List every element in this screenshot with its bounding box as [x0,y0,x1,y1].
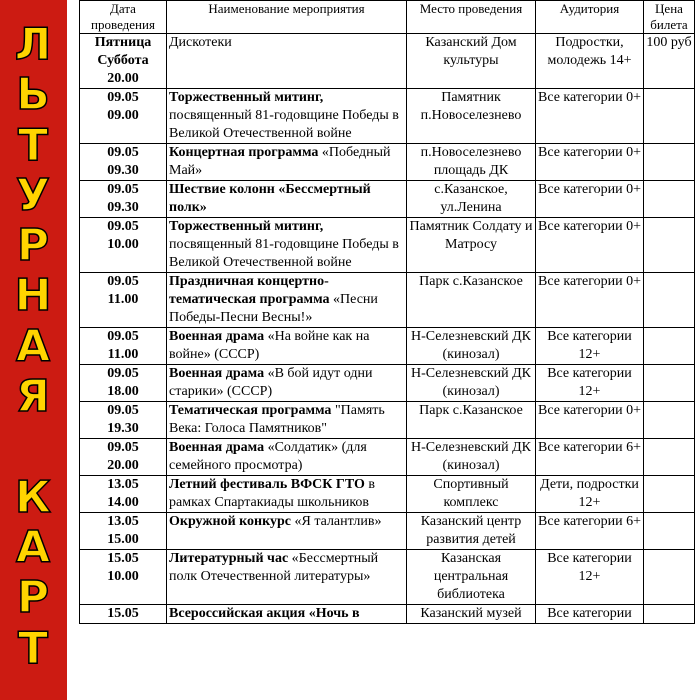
header-place: Место проведения [407,1,536,34]
cell-date [80,550,167,605]
cell-date [80,365,167,402]
cell-place: Н-Селезневский ДК (кинозал) [407,439,536,476]
cell-event-name [167,218,407,273]
cell-date [80,218,167,273]
event-name-text: «Победный Май» [169,145,391,178]
cell-date [80,476,167,513]
banner-letter: Ь [16,69,50,121]
date-line: 09.30 [107,163,139,178]
banner-letters [7,20,59,674]
events-table [79,0,695,624]
table-row [80,402,695,439]
event-name-text: «В бой идут одни старики» (СССР) [169,366,373,399]
cell-audience: Все категории 0+ [536,144,644,181]
cell-event-name [167,89,407,144]
date-line: 11.00 [107,292,139,307]
cell-date [80,89,167,144]
cell-place: Спортивный комплекс [407,476,536,513]
date-line: 15.05 [107,606,139,621]
cell-audience: Все категории 6+ [536,513,644,550]
cell-place: Парк с.Казанское [407,273,536,328]
cell-date [80,328,167,365]
date-line: 19.30 [107,421,139,436]
event-name-bold: Военная драма [169,440,265,455]
cell-event-name [167,513,407,550]
cell-place: Казанская центральная библиотека [407,550,536,605]
cell-place: Н-Селезневский ДК (кинозал) [407,365,536,402]
event-name-bold: Концертная программа [169,145,319,160]
cell-price [644,605,695,624]
event-name-text: «Бессмертный полк Отечественной литературы» [169,551,379,584]
date-line: 09.30 [107,200,139,215]
date-line: Суббота [97,53,149,68]
cell-audience: Все категории 0+ [536,218,644,273]
date-line: 09.05 [107,145,139,160]
cell-place: Казанский центр развития детей [407,513,536,550]
date-line: 09.05 [107,219,139,234]
table-row [80,439,695,476]
cell-date [80,513,167,550]
table-row [80,513,695,550]
cell-event-name [167,328,407,365]
header-price: Цена билета [644,1,695,34]
cell-date [80,439,167,476]
cell-event-name [167,476,407,513]
event-name-bold: Военная драма [169,366,265,381]
cell-audience: Все категории 12+ [536,328,644,365]
cell-date [80,144,167,181]
banner-letter [7,422,59,472]
cell-date [80,402,167,439]
cell-place: Парк с.Казанское [407,402,536,439]
cell-audience: Подростки, молодежь 14+ [536,34,644,89]
event-name-text: «На войне как на войне» (СССР) [169,329,370,362]
cell-price [644,439,695,476]
banner-letter: К [15,471,51,523]
table-row [80,328,695,365]
cell-audience: Все категории 12+ [536,550,644,605]
cell-event-name [167,365,407,402]
banner-letter: А [15,521,51,573]
table-row [80,605,695,624]
date-line: 11.00 [107,347,139,362]
event-name-bold: Окружной конкурс [169,514,291,529]
cell-event-name [167,402,407,439]
cell-audience: Все категории 0+ [536,181,644,218]
event-name-bold: Всероссийская акция «Ночь в [169,606,360,621]
cell-place: Памятник п.Новоселезнево [407,89,536,144]
cell-place: п.Новоселезнево площадь ДК [407,144,536,181]
event-name-bold: Литературный час [169,551,289,566]
cell-price [644,513,695,550]
cell-event-name [167,550,407,605]
table-row [80,218,695,273]
header-name: Наименование мероприятия [167,1,407,34]
table-row [80,550,695,605]
table-row [80,476,695,513]
table-row [80,273,695,328]
event-name-text: Дискотеки [169,35,232,50]
banner-letter: Н [14,270,52,322]
date-line: 13.05 [107,477,139,492]
event-name-text: посвященный 81-годовщине Победы в Великой Отечественной войне [169,237,399,270]
cell-audience: Все категории [536,605,644,624]
cell-place: с.Казанское, ул.Ленина [407,181,536,218]
cell-date [80,34,167,89]
cell-audience: Все категории 0+ [536,402,644,439]
cell-event-name [167,144,407,181]
cell-audience: Дети, подростки 12+ [536,476,644,513]
event-name-text: «Песни Победы-Песни Весны!» [169,292,378,325]
event-name-text: «Я талантлив» [290,514,382,529]
cell-price [644,550,695,605]
table-body [80,34,695,624]
table-row [80,144,695,181]
cell-audience: Все категории 0+ [536,273,644,328]
date-line: 09.05 [107,440,139,455]
date-line: 09.05 [107,274,139,289]
cell-place: Н-Селезневский ДК (кинозал) [407,328,536,365]
event-name-text: в рамках Спартакиады школьников [169,477,375,510]
banner-letter: Т [17,119,48,171]
cell-place: Памятник Солдату и Матросу [407,218,536,273]
event-name-bold: Торжественный митинг, [169,90,324,105]
banner-letter: Т [17,622,48,674]
cell-price [644,218,695,273]
cell-price [644,402,695,439]
banner-letter: Я [16,371,50,423]
cell-event-name [167,439,407,476]
date-line: 09.05 [107,182,139,197]
header-audience: Аудитория [536,1,644,34]
cell-event-name [167,605,407,624]
table-row [80,181,695,218]
event-name-bold: Тематическая программа [169,403,332,418]
header-date: Дата проведения [80,1,167,34]
banner-letter: Р [16,572,50,624]
cell-price [644,365,695,402]
cell-price [644,181,695,218]
banner-letter: У [16,169,50,221]
event-name-text: посвященный 81-годовщине Победы в Великой Отечественной войне [169,108,399,141]
cell-price [644,273,695,328]
cell-audience: Все категории 12+ [536,365,644,402]
date-line: 10.00 [107,237,139,252]
date-line: 10.00 [107,569,139,584]
date-line: 09.05 [107,329,139,344]
cell-audience: Все категории 0+ [536,89,644,144]
event-name-bold: Летний фестиваль ВФСК ГТО [169,477,365,492]
date-line: 20.00 [107,458,139,473]
event-name-bold: Шествие колонн «Бессмертный полк» [169,182,371,215]
cell-audience: Все категории 6+ [536,439,644,476]
cell-event-name [167,181,407,218]
event-name-bold: Торжественный митинг, [169,219,324,234]
date-line: 09.00 [107,108,139,123]
event-name-bold: Праздничная концертно-тематическая программа [169,274,330,307]
cell-price [644,476,695,513]
cell-place: Казанский Дом культуры [407,34,536,89]
cell-price [644,89,695,144]
cell-date [80,605,167,624]
date-line: 15.05 [107,551,139,566]
banner-letter: А [15,320,51,372]
date-line: 14.00 [107,495,139,510]
table-row [80,89,695,144]
event-name-text: «Солдатик» (для семейного просмотра) [169,440,367,473]
date-line: 20.00 [107,71,139,86]
cell-date [80,181,167,218]
event-name-text: "Память Века: Голоса Памятников" [169,403,385,436]
date-line: 09.05 [107,366,139,381]
date-line: 18.00 [107,384,139,399]
table-header-row [80,1,695,34]
vertical-banner [0,0,67,700]
cell-event-name [167,273,407,328]
banner-letter: Р [16,220,50,272]
events-table-container [79,0,692,700]
banner-strip [7,0,59,700]
table-row [80,34,695,89]
date-line: 09.05 [107,90,139,105]
cell-place: Казанский музей [407,605,536,624]
cell-date [80,273,167,328]
cell-price [644,144,695,181]
table-row [80,365,695,402]
cell-price [644,328,695,365]
cell-event-name [167,34,407,89]
cell-price: 100 руб [644,34,695,89]
event-name-bold: Военная драма [169,329,265,344]
banner-letter: Л [14,19,52,70]
date-line: 15.00 [107,532,139,547]
date-line: 13.05 [107,514,139,529]
date-line: Пятница [94,35,152,50]
date-line: 09.05 [107,403,139,418]
